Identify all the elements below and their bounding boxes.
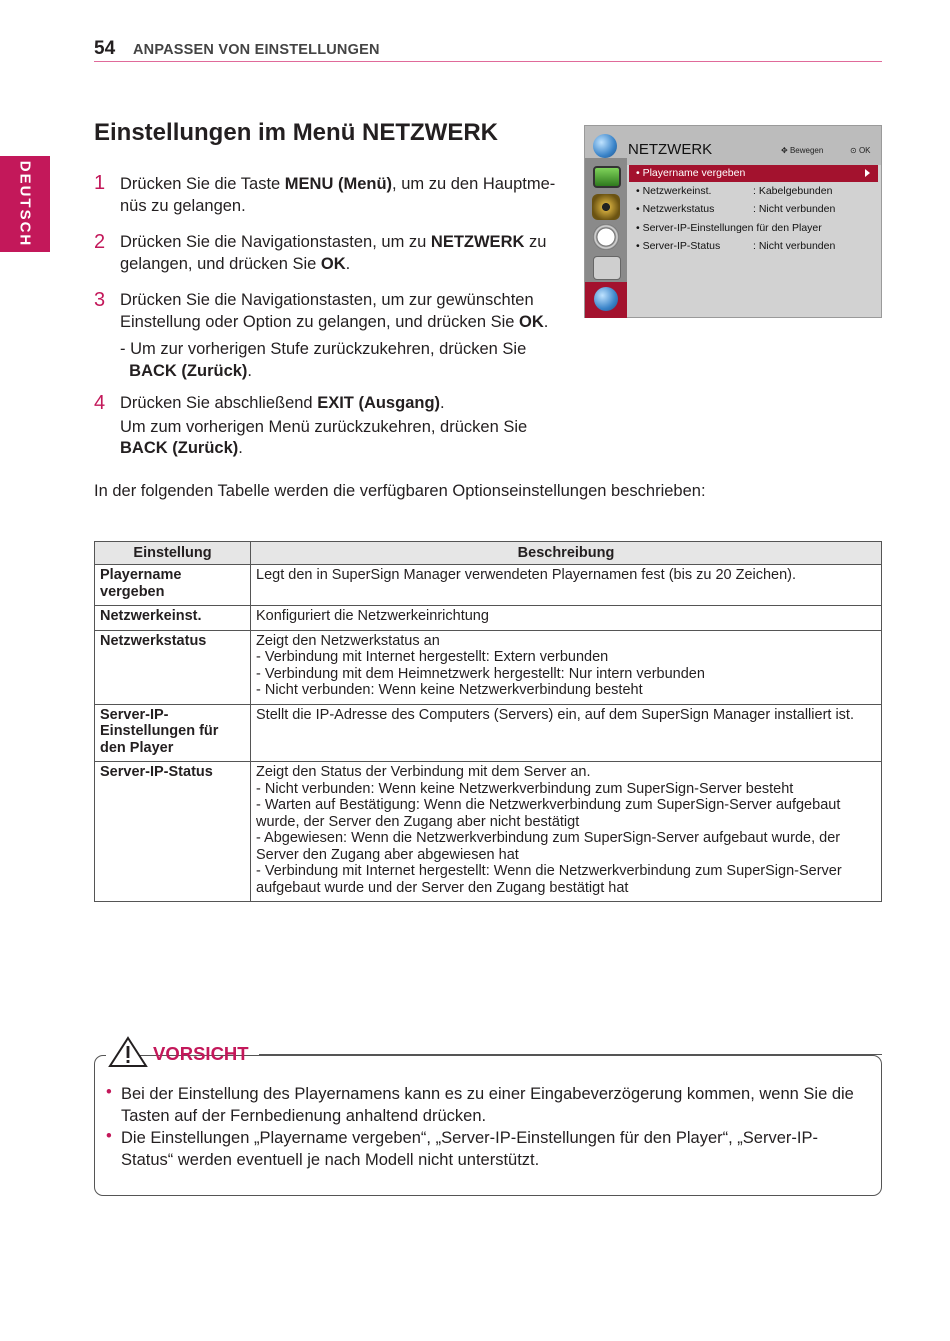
description-line: Zeigt den Status der Verbindung mit dem Server an. <box>256 764 591 780</box>
step-text-line: Drücken Sie die Navigationstasten, um zu NETZWERK zu <box>120 233 547 251</box>
ok-button-icon: ⊙ <box>850 146 857 155</box>
description-line: Legt den in SuperSign Manager verwendeten Playernamen fest (bis zu 20 Zeichen). <box>256 567 797 583</box>
table-intro: In der folgenden Tabelle werden die verfügbaren Optionseinstellungen beschrieben: <box>94 482 706 500</box>
setting-name: Playername vergeben <box>95 565 251 606</box>
network-globe-icon <box>594 287 618 311</box>
chevron-right-icon <box>865 169 870 177</box>
step-text-line: - Um zur vorherigen Stufe zurückzukehren, drücken Sie <box>120 340 527 358</box>
menu-row-label: • Netzwerkstatus <box>636 203 715 215</box>
description-line: Zeigt den Netzwerkstatus an <box>256 632 440 649</box>
step-text-line: BACK (Zurück). <box>129 362 253 380</box>
table-row <box>95 762 882 902</box>
speaker-icon <box>592 194 620 220</box>
setting-description <box>251 565 882 606</box>
menu-ok-hint: ⊙ OK <box>850 146 871 155</box>
warning-icon <box>108 1036 148 1068</box>
page-number: 54 <box>94 38 116 59</box>
caution-rule <box>259 1054 882 1055</box>
clock-icon <box>593 224 619 250</box>
tools-icon <box>593 256 621 280</box>
language-side-tab <box>0 156 50 252</box>
step-number: 2 <box>94 231 106 253</box>
setting-name: Server-IP-Einstellungen für den Player <box>95 704 251 762</box>
menu-icon-column <box>585 158 627 318</box>
setting-name: Netzwerkeinst. <box>95 606 251 631</box>
header-rule <box>94 61 882 62</box>
menu-row-value: : Nicht verbunden <box>753 203 836 215</box>
table-row <box>95 704 882 762</box>
caution-item: Bei der Einstellung des Playernamens kann es zu einer Eingabeverzögerung kommen, wenn Sie die Tasten auf der Fernbedienung anhaltend drücken. <box>121 1085 854 1125</box>
language-label: DEUTSCH <box>16 160 34 248</box>
step-text-line: Einstellung oder Option zu gelangen, und drücken Sie OK. <box>120 313 549 331</box>
description-line: Stellt die IP-Adresse des Computers (Servers) ein, auf dem SuperSign Manager installiert ist. <box>256 706 854 723</box>
setting-description <box>251 704 882 762</box>
description-line: - Nicht verbunden: Wenn keine Netzwerkverbindung besteht <box>256 682 643 698</box>
globe-icon <box>593 134 617 158</box>
setting-description <box>251 606 882 631</box>
table-row <box>95 630 882 704</box>
step-text-line: gelangen, und drücken Sie OK. <box>120 255 351 273</box>
menu-title: NETZWERK <box>628 141 713 158</box>
menu-row-label: • Playername vergeben <box>636 167 746 179</box>
table-header-setting: Einstellung <box>95 542 251 565</box>
tv-picture-icon <box>593 166 621 188</box>
menu-row-value: : Kabelgebunden <box>753 185 833 197</box>
step-text-line: Um zum vorherigen Menü zurückzukehren, drücken Sie <box>120 418 528 436</box>
menu-row-label: • Server-IP-Einstellungen für den Player <box>636 222 822 234</box>
step-number: 3 <box>94 289 106 311</box>
setting-description <box>251 630 882 704</box>
description-line: - Verbindung mit Internet hergestellt: Wenn die Netzwerkverbindung zum SuperSign-Server aufgebaut wurde und der Server den Zugang bestätigt hat <box>256 863 842 896</box>
step-number: 4 <box>94 392 106 414</box>
table-row <box>95 606 882 631</box>
setting-description <box>251 762 882 902</box>
description-line: - Verbindung mit dem Heimnetzwerk hergestellt: Nur intern verbunden <box>256 665 705 682</box>
section-title: ANPASSEN VON EINSTELLUNGEN <box>133 42 380 58</box>
description-line: Konfiguriert die Netzwerkeinrichtung <box>256 608 489 624</box>
description-line: - Nicht verbunden: Wenn keine Netzwerkverbindung zum SuperSign-Server besteht <box>256 780 794 797</box>
menu-row-label: • Server-IP-Status <box>636 240 721 252</box>
description-line: - Abgewiesen: Wenn die Netzwerkverbindung zum SuperSign-Server aufgebaut wurde, der Server den Zugang aber abgewiesen hat <box>256 830 841 863</box>
caution-header <box>106 1036 249 1070</box>
table-header-description: Beschreibung <box>251 542 882 565</box>
step-text-line: Drücken Sie die Navigationstasten, um zur gewünschten <box>120 291 534 309</box>
menu-nav-hint: ✥ Bewegen <box>781 146 824 155</box>
step-text-line: BACK (Zurück). <box>120 439 243 457</box>
bullet-icon: • <box>106 1083 112 1101</box>
menu-row-value: : Nicht verbunden <box>753 240 836 252</box>
navigate-arrows-icon: ✥ <box>781 146 788 155</box>
table-row <box>95 565 882 606</box>
network-menu-screenshot <box>584 125 882 318</box>
description-line: - Warten auf Bestätigung: Wenn die Netzwerkverbindung zum SuperSign-Server aufgebaut wurde, der Server den Zugang aber nicht bestätigt <box>256 797 841 830</box>
description-line: - Verbindung mit Internet hergestellt: Extern verbunden <box>256 649 609 665</box>
step-text-line: Drücken Sie abschließend EXIT (Ausgang). <box>120 394 445 412</box>
caution-item: Die Einstellungen „Playername vergeben“, „Server-IP-Einstellungen für den Player“, „Server-IP-Status“ werden eventuell je nach Modell nicht unterstützt. <box>121 1129 818 1169</box>
menu-row-label: • Netzwerkeinst. <box>636 185 712 197</box>
setting-name: Netzwerkstatus <box>95 630 251 704</box>
step-text-line: Drücken Sie die Taste MENU (Menü), um zu den Hauptme- <box>120 175 556 193</box>
setting-name: Server-IP-Status <box>95 762 251 902</box>
step-number: 1 <box>94 172 106 194</box>
network-menu-item <box>585 282 627 318</box>
options-table <box>94 541 882 902</box>
caution-title: VORSICHT <box>153 1043 249 1064</box>
bullet-icon: • <box>106 1127 112 1145</box>
page-heading: Einstellungen im Menü NETZWERK <box>94 119 499 146</box>
step-text-line: nüs zu gelangen. <box>120 197 246 215</box>
